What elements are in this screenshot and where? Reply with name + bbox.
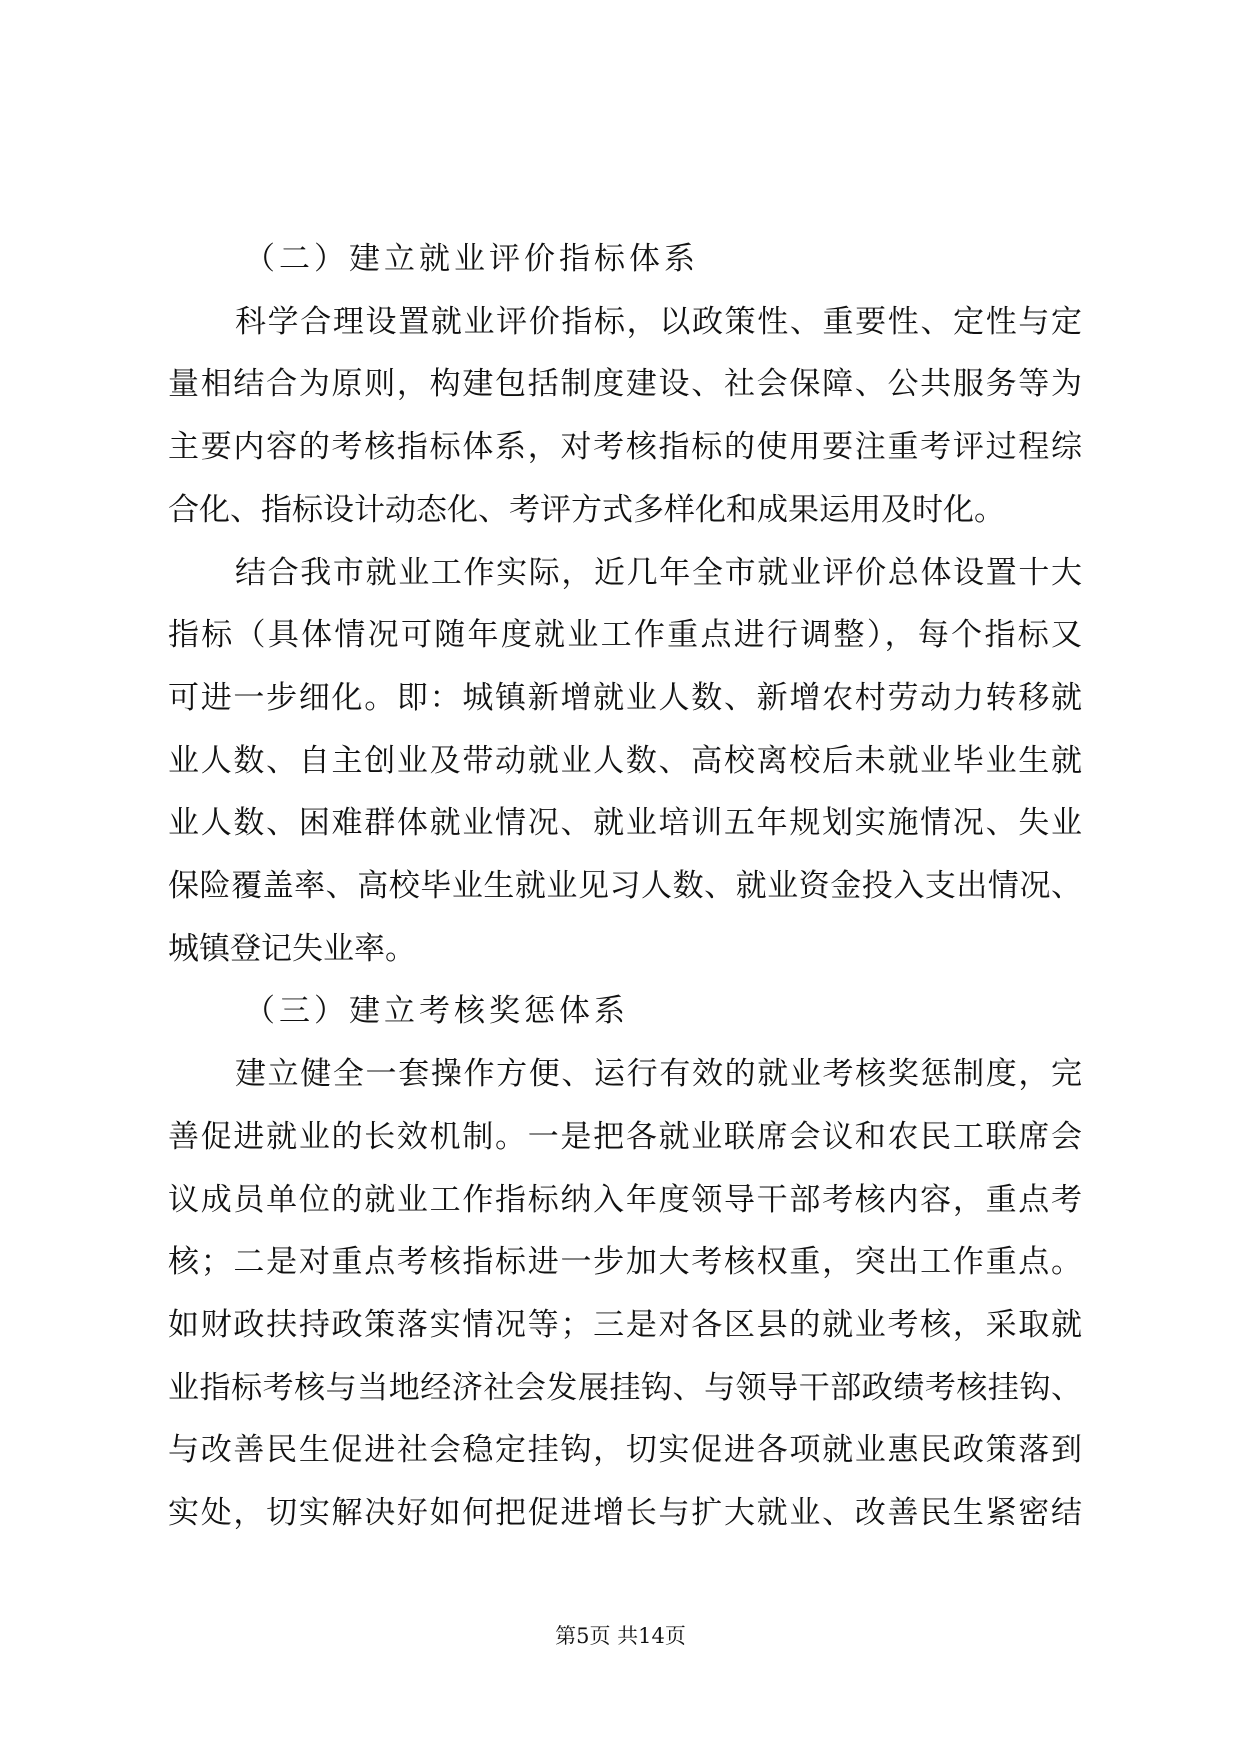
- paragraph-line: 科学合理设置就业评价指标，以政策性、重要性、定性与定: [235, 303, 1082, 340]
- paragraph-line: 城镇登记失业率。: [168, 930, 416, 967]
- paragraph-line: 业指标考核与当地经济社会发展挂钩、与领导干部政绩考核挂钩、: [168, 1369, 1082, 1406]
- paragraph-line: 可进一步细化。即：城镇新增就业人数、新增农村劳动力转移就: [168, 679, 1082, 716]
- paragraph-line: 与改善民生促进社会稳定挂钩，切实促进各项就业惠民政策落到: [168, 1432, 1082, 1469]
- paragraph-line: 量相结合为原则，构建包括制度建设、社会保障、公共服务等为: [168, 366, 1082, 403]
- paragraph-line: 主要内容的考核指标体系，对考核指标的使用要注重考评过程综: [168, 429, 1082, 466]
- section-heading: （三）建立考核奖惩体系: [244, 993, 629, 1030]
- paragraph-line: 议成员单位的就业工作指标纳入年度领导干部考核内容，重点考: [168, 1181, 1082, 1218]
- paragraph-line: 业人数、困难群体就业情况、就业培训五年规划实施情况、失业: [168, 805, 1082, 842]
- section-heading: （二）建立就业评价指标体系: [244, 241, 699, 277]
- paragraph-line: 保险覆盖率、高校毕业生就业见习人数、就业资金投入支出情况、: [168, 868, 1082, 904]
- paragraph-line: 实处，切实解决好如何把促进增长与扩大就业、改善民生紧密结: [168, 1495, 1082, 1531]
- page-footer: 第5页 共14页: [555, 1624, 686, 1648]
- paragraph-line: 结合我市就业工作实际，近几年全市就业评价总体设置十大: [235, 554, 1082, 591]
- paragraph-line: 业人数、自主创业及带动就业人数、高校离校后未就业毕业生就: [168, 742, 1082, 779]
- paragraph-line: 指标（具体情况可随年度就业工作重点进行调整），每个指标又: [168, 617, 1082, 654]
- paragraph-line: 核；二是对重点考核指标进一步加大考核权重，突出工作重点。: [168, 1244, 1082, 1281]
- paragraph-line: 如财政扶持政策落实情况等；三是对各区县的就业考核，采取就: [168, 1306, 1082, 1343]
- paragraph-line: 建立健全一套操作方便、运行有效的就业考核奖惩制度，完: [235, 1056, 1082, 1093]
- paragraph-line: 善促进就业的长效机制。一是把各就业联席会议和农民工联席会: [168, 1118, 1082, 1155]
- paragraph-line: 合化、指标设计动态化、考评方式多样化和成果运用及时化。: [168, 491, 1005, 528]
